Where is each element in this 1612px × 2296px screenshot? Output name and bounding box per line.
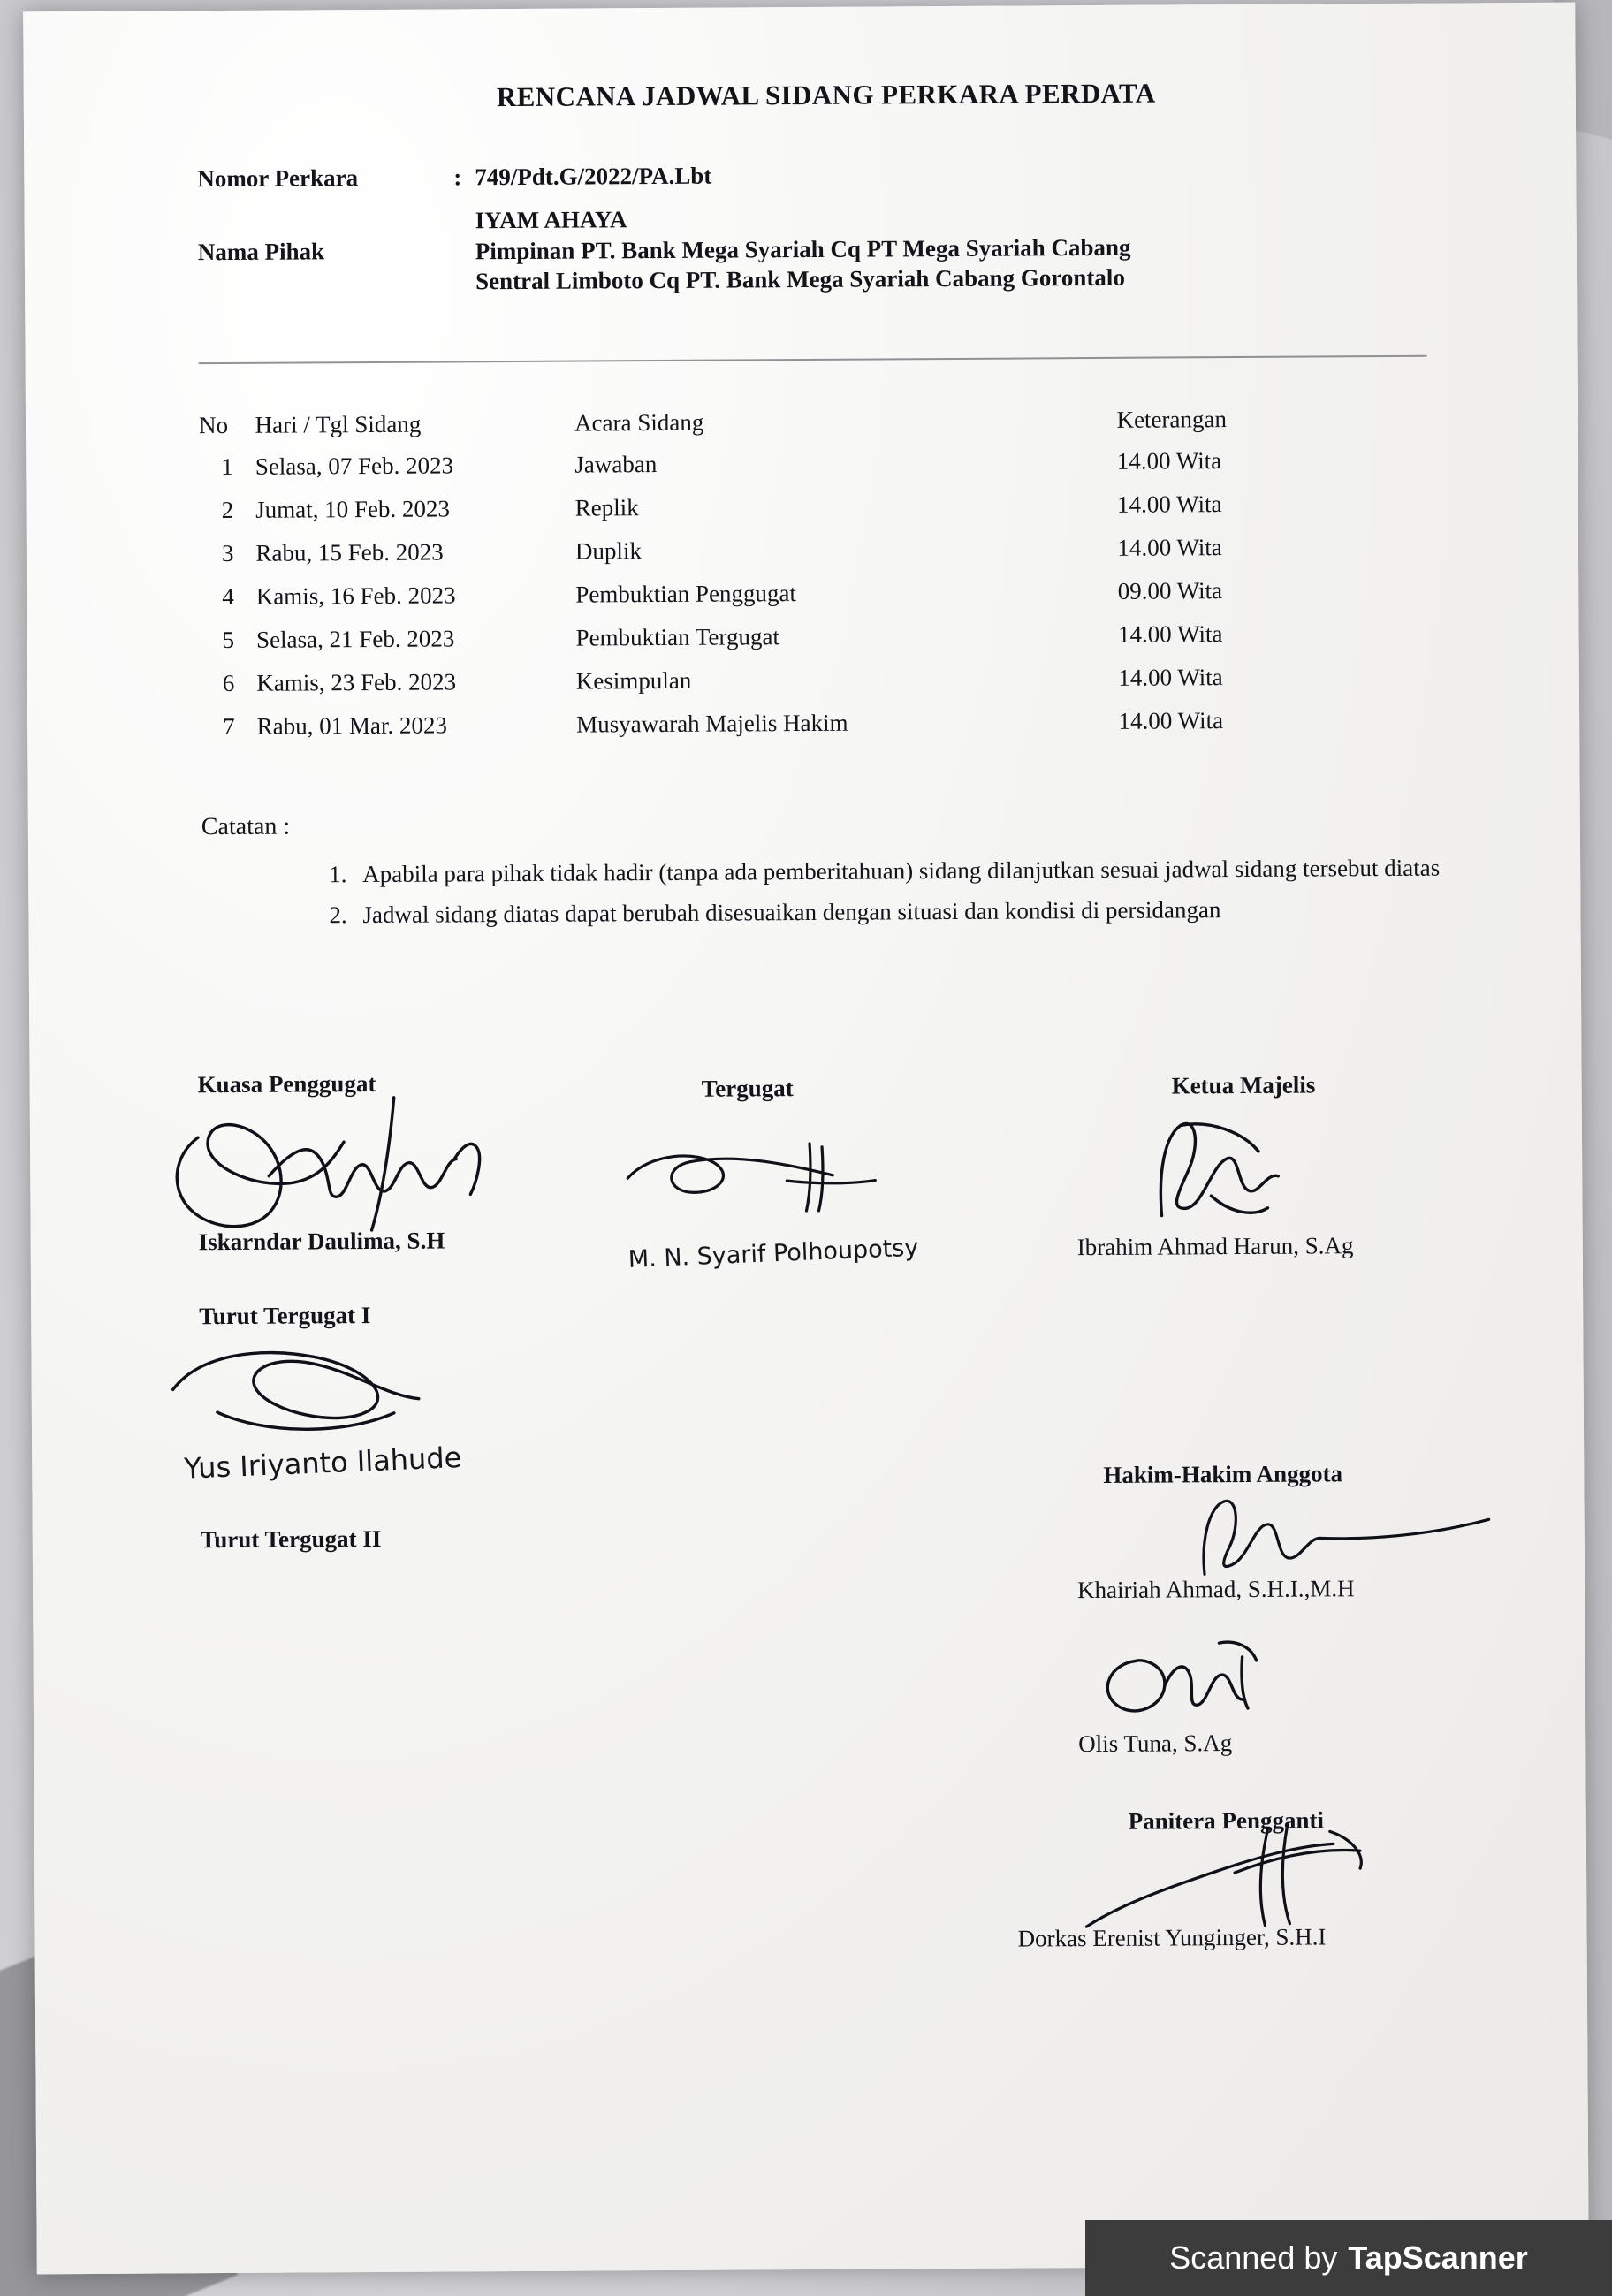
case-number-colon: : — [453, 163, 462, 191]
list-item — [329, 893, 1451, 931]
watermark-banner — [1085, 2220, 1612, 2296]
note-number: 1. — [329, 861, 347, 888]
ink-signature-hakim-anggota-2 — [1086, 1631, 1290, 1737]
header-divider — [199, 355, 1427, 364]
document-content — [23, 3, 1589, 2275]
case-number-label: Nomor Perkara — [197, 164, 359, 193]
cell-note: 14.00 Wita — [1117, 620, 1223, 648]
column-header-agenda: Acara Sidang — [574, 408, 704, 437]
table-row — [201, 701, 1438, 752]
cell-agenda: Musyawarah Majelis Hakim — [576, 709, 848, 738]
signature-title-turut-tergugat-1: Turut Tergugat I — [199, 1302, 371, 1330]
watermark-prefix: Scanned by — [1169, 2239, 1338, 2276]
signature-name-ketua-majelis: Ibrahim Ahmad Harun, S.Ag — [1076, 1232, 1354, 1261]
cell-no: 2 — [221, 496, 234, 524]
list-item — [329, 852, 1451, 891]
cell-agenda: Pembuktian Tergugat — [575, 623, 779, 651]
parties-value — [475, 200, 1436, 297]
signature-title-tergugat: Tergugat — [701, 1075, 794, 1102]
paper-sheet — [23, 3, 1589, 2275]
table-row — [201, 658, 1438, 709]
column-header-no: No — [198, 411, 229, 439]
cell-no: 1 — [221, 452, 233, 481]
case-number-value: 749/Pdt.G/2022/PA.Lbt — [475, 162, 712, 191]
cell-day: Kamis, 16 Feb. 2023 — [255, 582, 456, 610]
notes-list — [329, 852, 1452, 940]
cell-day: Rabu, 15 Feb. 2023 — [255, 538, 444, 566]
ink-signature-ketua-majelis — [1135, 1108, 1339, 1233]
signature-name-hakim-anggota-1: Khairiah Ahmad, S.H.I.,M.H — [1077, 1575, 1355, 1604]
ink-signature-hakim-anggota-1 — [1181, 1487, 1500, 1586]
table-row — [200, 528, 1437, 579]
parties-row — [198, 200, 1436, 299]
note-text: Apabila para pihak tidak hadir (tanpa ada pemberitahuan) sidang dilanjutkan sesuai jadwal sidang tersebut diatas — [362, 854, 1441, 888]
cell-no: 6 — [222, 669, 235, 697]
parties-label: Nama Pihak — [197, 238, 325, 266]
ink-signature-tergugat — [613, 1129, 888, 1228]
cell-agenda: Kesimpulan — [575, 666, 692, 695]
signature-title-panitera: Panitera Pengganti — [1128, 1806, 1325, 1835]
table-row — [200, 484, 1437, 536]
cell-no: 5 — [222, 626, 235, 654]
cell-day: Rabu, 01 Mar. 2023 — [256, 711, 448, 740]
signature-title-turut-tergugat-2: Turut Tergugat II — [200, 1524, 382, 1554]
cell-day: Jumat, 10 Feb. 2023 — [255, 495, 451, 523]
cell-agenda: Replik — [574, 494, 639, 521]
notes-label: Catatan : — [201, 812, 291, 841]
party-line-1: IYAM AHAYA — [475, 206, 627, 234]
signature-title-kuasa-penggugat: Kuasa Penggugat — [197, 1069, 376, 1099]
table-row — [200, 571, 1437, 622]
table-row — [200, 614, 1437, 665]
cell-day: Selasa, 21 Feb. 2023 — [255, 625, 455, 653]
cell-no: 3 — [221, 539, 234, 567]
document-title: RENCANA JADWAL SIDANG PERKARA PERDATA — [496, 77, 1156, 113]
cell-note: 14.00 Wita — [1116, 447, 1222, 475]
column-header-day: Hari / Tgl Sidang — [255, 410, 422, 438]
party-line-2: Pimpinan PT. Bank Mega Syariah Cq PT Mega Syariah Cabang — [475, 233, 1131, 264]
cell-note: 14.00 Wita — [1118, 707, 1224, 734]
party-line-3: Sentral Limboto Cq PT. Bank Mega Syariah Cabang Gorontalo — [475, 263, 1125, 295]
cell-day: Kamis, 23 Feb. 2023 — [256, 668, 457, 696]
signature-name-hakim-anggota-2: Olis Tuna, S.Ag — [1078, 1730, 1233, 1758]
cell-day: Selasa, 07 Feb. 2023 — [255, 452, 454, 480]
cell-agenda: Jawaban — [574, 451, 658, 478]
signature-title-hakim-anggota: Hakim-Hakim Anggota — [1103, 1460, 1343, 1488]
signature-name-panitera: Dorkas Erenist Yunginger, S.H.I — [1017, 1923, 1327, 1952]
column-header-note: Keterangan — [1116, 406, 1228, 433]
cell-note: 14.00 Wita — [1117, 534, 1222, 561]
schedule-table — [199, 403, 1438, 752]
cell-note: 14.00 Wita — [1118, 664, 1223, 691]
signature-name-kuasa-penggugat: Iskarndar Daulima, S.H — [198, 1227, 445, 1256]
table-row — [199, 441, 1436, 492]
cell-no: 7 — [223, 712, 235, 741]
cell-note: 09.00 Wita — [1117, 577, 1223, 604]
watermark-brand: TapScanner — [1348, 2239, 1528, 2276]
cell-agenda: Duplik — [574, 537, 643, 565]
note-text: Jadwal sidang diatas dapat berubah disesuaikan dengan situasi dan kondisi di persidangan — [362, 896, 1221, 929]
note-number: 2. — [329, 901, 347, 929]
cell-agenda: Pembuktian Penggugat — [575, 580, 797, 608]
ink-signature-turut-tergugat-1 — [163, 1326, 500, 1451]
case-number-row — [197, 158, 1434, 194]
signature-name-turut-tergugat-1: Yus Iriyanto Ilahude — [183, 1440, 462, 1486]
cell-no: 4 — [222, 582, 234, 611]
signature-name-tergugat: M. N. Syarif Polhoupotsy — [627, 1234, 919, 1273]
signature-title-ketua-majelis: Ketua Majelis — [1171, 1071, 1316, 1099]
cell-note: 14.00 Wita — [1117, 490, 1222, 518]
case-metadata — [197, 158, 1435, 299]
